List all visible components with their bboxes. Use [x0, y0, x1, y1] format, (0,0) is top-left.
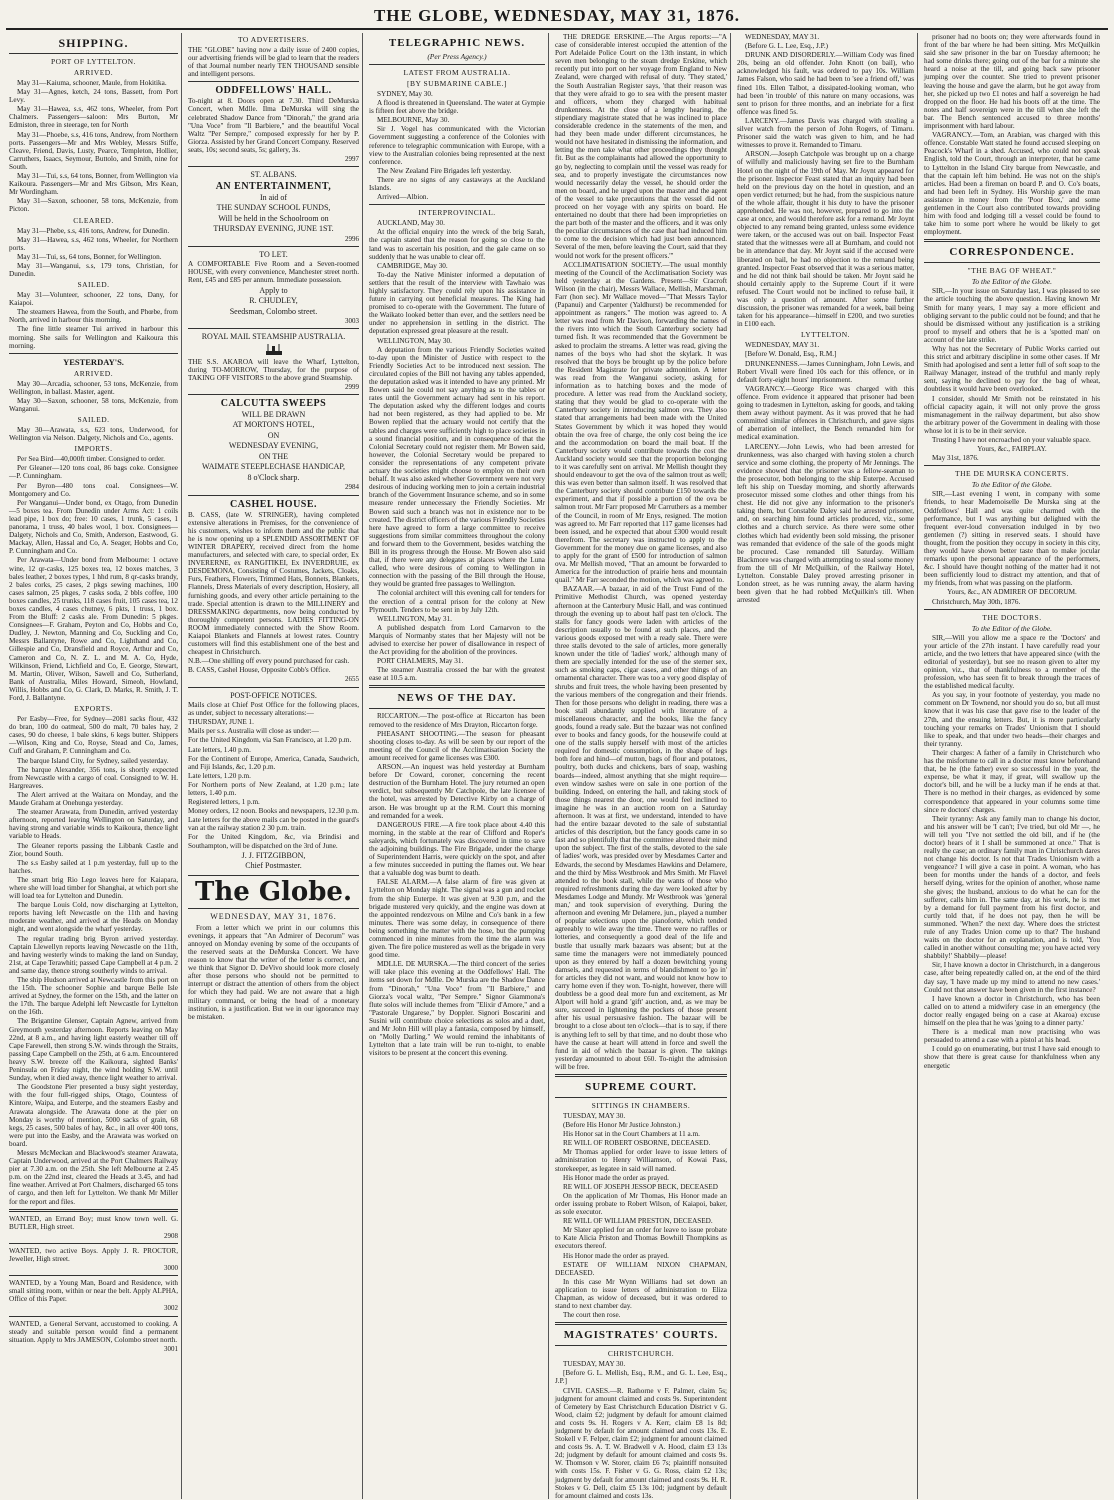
paragraph: WEDNESDAY, MAY 31. [745, 341, 820, 350]
column-2 [185, 33, 363, 1499]
paragraph: As you say, in your footnote of yesterday, you made no comment on Dr Townend, nor should you do so, but all must know that it was his case that gave rise to the leader of the 27th, and the ensuing letters. But, it is more particularly touching your remarks on Trades' Unionism that I should like to speak, and that under two heads—their charges and their tyranny. [924, 691, 1100, 748]
paragraph: Mails per s.s. Australia will close as under:— [188, 727, 319, 736]
paragraph: The ship Hudson arrived at Newcastle from this port on the 15th. The schooner Sophie and barque Belle Isle arrived at Sydney, the former on the 15th, and the latter on the 17th. The barque Adelphi left Newcastle for Lyttelton on the 16th. [9, 976, 178, 1017]
paragraph: WEDNESDAY, MAY 31. [745, 33, 820, 41]
paragraph: (Before G. L. Lee, Esq., J.P.) [745, 42, 829, 51]
paragraph: CAMBRIDGE, May 30. [377, 261, 448, 270]
paragraph: prisoner had no boots on; they were afterwards found in front of the bar where he had been sitting. Mrs McQuilkin said she saw prisoner in the bar on Tuesday afternoon; he had some drinks there; going out of the bar for a minute she heard a noise at the till, and going back saw prisoner jumping over the counter. She tried to prevent prisoner leaving the house and gave the alarm, but he got away from her, she picked up two £1 notes and half a sovereign he had dropped on the floor. He had his boots off at the time. The notes and half sovereign were in the till when she left the bar. The Bench sentenced accused to three months' imprisonment with hard labour. [924, 33, 1100, 131]
paragraph: May 31—Hawea, s.s, 462 tons, Wheeler, for Northern ports. [9, 235, 178, 252]
yesterday-heading: YESTERDAY'S. [63, 356, 124, 367]
paragraph: For the United Kingdom, via San Francisco, at 1.20 p.m. [188, 736, 352, 745]
news-of-day-items [369, 712, 545, 1057]
paragraph: PORT CHALMERS, May 31. [377, 657, 464, 666]
paragraph: I consider, should Mr Smith not be reinstated in his official capacity again, it will not only prove the gross mismanagement in the railway department, but also show the arbitrary power of the Government in dealing with those whose lot it is to be in their service. [924, 394, 1100, 435]
paragraph: May 31—Kaiuma, schooner, Maule, from Hokitika. [17, 79, 167, 87]
paragraph: His Honor made the order as prayed. [563, 1173, 669, 1182]
paragraph: DANGEROUS FIRE.—A fire took place about 4.40 this morning, in the stable at the rear of Clifford and Roper's saleyards, which fortunately was discovered in time to save the adjoining buildings. The Fire Brigade, under the charge of Superintendent Harris, were quickly on the spot, and after a few minutes succeeded in putting the flames out. We hear that a valuable dog was burnt to death. [369, 820, 545, 878]
paragraph: CIVIL CASES.—R. Rathorne v F. Palmer, claim 5s; judgment for amount claimed and costs 9s. Superintendent of Cemetery by East Christchurch Education District v G. Wood, claim £2; judgment by default for amount claimed and costs 9s. H. Rogers v A. Kerr, claim £8 1s 8d; judgment by default for amount claimed and costs 13s. E. Stokell v F. Felper, claim £2; judgment for amount claimed and costs 9s. A. T. W. Bradwell v A. Hood, claim £3 13s 2d; judgment by default for amount claimed and costs 9s. W. Thomson v W. Storer, claim £6 7s; plaintiff nonsuited with costs 15s. F. Fisher v G. G. Ross, claim £2 13s; judgment by default for amount claimed and costs 9s. H. R. Stokes v G. Dell, claim £5 13s 10d; judgment by default for amount claimed and costs 13s. [555, 1386, 727, 1499]
supreme-court-heading: SUPREME COURT. [585, 1081, 697, 1093]
paragraph: THE DREDGE ERSKINE.—The Argus reports:—"A case of considerable interest occupied the attention of the Port Adelaide Police Court on the 13th instant, in which seven men belonging to the steam dredge Erskine, which recently put into port on her voyage from England to New Zealand, were charged with refusal of duty. 'They stated,' the South Australian Register says, 'that their reason was that they were afraid to go to sea with the present master and officers, whom they charged with habitual drunkenness. At the close of a lengthy hearing, the stipendiary magistrate stated that he was inclined to place considerable credence in the statements of the men, and had they been made under different circumstances, he would not have hesitated in dismissing the information, and letting the men take what other proceedings they thought fit. But as the complainants had allowed the opportunity to go by, neglecting to complain until the vessel was ready for sea, and to properly investigate the circumstances now would necessarily delay the vessel, he should order the men on board, and he urged upon the master and the agent of the vessel to take precautions that the vessel did not proceed on her voyage with any spirits on board. He entertained no doubt that there had been improprieties on the part both of the master and the officers, and it was only the peculiar circumstances of the case that had induced him to come to the decision which had just been announced. Several of the men, before leaving the Court, said that they would not work for the present officers.'" [555, 33, 727, 260]
paragraph: VAGRANCY.—Tom, an Arabian, was charged with this offence. Constable Watt stated he found accused sleeping on Peacock's Wharf in a shed. Accused, who could not speak English, told the Court, through an interpreter, that he came to Lyttelton in the Island City barque from Newcastle, and that the captain left him behind. He was not on the ship's articles. Had been a fireman on board P. and O. Co's boats, and had been left in Sydney. His Worship gave the man assistance in money from the 'Poor Box,' and some gentlemen in the Court also contributed towards providing him with food and lodging till a vessel could be found to take him to some port where he would be likely to get employment. [924, 131, 1100, 237]
paragraph: The New Zealand Fire Brigades left yesterday. [377, 166, 512, 175]
paragraph: ACCLIMATISATION SOCIETY.—The usual monthly meeting of the Council of the Acclimatisation Society was held yesterday at the Gardens. Present—Sir Cracroft Wilson (in the chair), Messrs Wallace, Mellish, Marshman, Farr (hon sec). Mr Wallace moved—"That Messrs Taylor (Papanui) and Carpenter (Yaldhurst) be recommended for appointment as rangers." The motion was agreed to. A letter was read from Mr Davison, forwarding the names of the rivers into which the South Canterbury society had turned fish. It was recommended that the Government be asked to proclaim the streams. A letter was read, giving the names of the boys who had shot the skylark. It was resolved that the boys be brought up by the police before the Resident Magistrate for private admonition. A letter was read from the Wanganui society, asking for information as to hatching boxes and the mode of procedure. A letter was read from the Auckland society, stating that they would be glad to co-operate with the Canterbury society in introducing salmon ova. They also stated that arrangements had been made with the United States Government by which it was hoped they would obtain the ova free of charge, the only cost being the ice and the accommodation on board the mail boat. If the Canterbury society would contribute towards the cost the Auckland society would see that the proportion belonging to it was carefully sent on arrival. Mr Mellish thought they should endeavour to get the ova of the salmon trout as well; this was even better than salmon itself. It was resolved that the Canterbury society should contribute £150 towards the experiment, and that if possible a portion of the ova be salmon trout. Mr Farr proposed Mr Carruthers as a member of the Council, in room of Mr Enys, resigned. The motion was agreed to. Mr Farr reported that 117 game licenses had been issued, and he expected that about £300 would result therefrom. The secretary was instructed to apply to the Government for the money due on game licenses, and also to apply for the grant of £500 for introduction of salmon ova. Mr Mellish moved, "That an amount be forwarded to America for the introduction of prairie hens and mountain quail." Mr Farr seconded the motion, which was agreed to. [555, 260, 727, 585]
paragraph: Arrived—Albion. [377, 193, 429, 202]
paragraph: RE WILL OF WILLIAM PRESTON, DECEASED. [563, 1217, 713, 1226]
bag-of-wheat-letter [924, 287, 1100, 444]
globe-nameplate: The Globe. [188, 875, 359, 909]
wanted-errand-boy: WANTED, an Errand Boy; must know town well. G. BUTLER, High street. 2908 [9, 1214, 178, 1240]
paragraph: I have known a doctor in Christchurch, who has been called on to attend a midwifery case in an emergency (the doctor really engaged being on a case at Akaroa) excuse himself on the plea that he was 'going to a dinner party.' [924, 994, 1100, 1028]
paragraph: A published despatch from Lord Carnarvon to the Marquis of Normanby states that her Majesty will not be advised to exercise her power of disallowance in respect of the Act providing for the abolition of the provinces. [369, 623, 545, 657]
paragraph: To-day the Native Minister informed a deputation of settlers that the result of the interview with Tawhaio was highly satisfactory. They could rely upon his assistance in future in carrying out beneficial measures. The King had promised to co-operate with the Government. The future of the Waikato looked better than ever, and the settlers need be under no apprehension in settling in the district. The deputation expressed great pleasure at the result. [369, 270, 545, 336]
paragraph: Trusting I have not encroached on your valuable space. [932, 436, 1091, 445]
interprovincial-heading: INTERPROVINCIAL. [418, 208, 496, 218]
paragraph: LARCENY.—James Davis was charged with stealing a silver watch from the person of John Rogers, of Timaru. Prisoner said the watch was given to him, and he had witnesses to prove it. Remanded to Timaru. [737, 116, 914, 150]
paragraph: MELBOURNE, May 30. [377, 116, 450, 125]
paragraph: Per Easby—Free, for Sydney—2081 sacks flour, 432 do bran, 100 do oatmeal, 500 do malt, 70 bales hay, 2 cases, 90 do cheese, 1 bale skins, 6 kegs butter. Shippers—Wilson, King and Co, Royse, Stead and Co, James, Cuff and Graham, P. Cunningham and Co. [9, 715, 178, 756]
to-let-ad: TO LET. A COMFORTABLE Five Room and a Seven-roomed HOUSE, with every convenience, Manchester street north. Rent, £45 and £85 per annum. Immediate possession. Apply to R. CHUDLEY, Seedsman, Colombo street. 3003 [188, 249, 359, 325]
y-arrived-label: ARRIVED. [73, 368, 114, 378]
arrivals-list [9, 79, 178, 214]
paragraph: The Goodstone Pier presented a busy sight yesterday, with the four full-rigged ships, Otago, Countess of Kintore, Waipa, and Euterpe, and the steamers Easby and Arawata alongside. The Arawata done at the pier on Monday is worthy of mention, 5000 sacks of grain, 68 kegs, 25 cases, 500 bales of hay, &c., in all over 400 tons, were put into the Easby, and the Arawata was worked on board. [9, 1083, 178, 1148]
paragraph: May 30—Arcadia, schooner, 53 tons, McKenzie, from Wellington, in ballast. Master, agent. [9, 379, 178, 396]
paragraph: For the United Kingdom, &c, via Brindisi and Southampton, will be dispatched on the 3rd of June. [188, 833, 359, 850]
paragraph: His Honor made the order as prayed. [563, 1251, 669, 1260]
interprovincial-items [369, 219, 545, 682]
magistrates-continued [737, 33, 914, 328]
doctors-letter [924, 634, 1100, 1070]
paragraph: MDLLE. DE MURSKA.—The third concert of the series will take place this evening at the Oddfellows' Hall. The items set down for Mdlle. De Murska are the Shadow Dance from "Dinorah," "Una Voce" from "Il Barbiere," and Giorza's vocal waltz, "Per Sempre." Signor Giammona's flute solos will include themes from "Elixir d'Amore," and a "Pastorale Ungarese," by Doppler. Signori Boscarini and Susini will contribute choice selections as solos and a duet, and Mr John Hill will play a fantasia, composed by himself, on "Molly Darling." We would remind the inhabitants of Lyttelton that a late train will be run to-night, to enable visitors to be present at the concert this evening. [369, 960, 545, 1058]
paragraph: At the official enquiry into the wreck of the brig Sarah, the captain stated that the reason for going so close to the land was to ascertain his position, and the gale came on so suddenly that he was unable to clear off. [369, 228, 545, 261]
paragraph: FALSE ALARM.—A false alarm of fire was given at Lyttelton on Monday night. The signal was a gun and rocket from the ship Euterpe. It was given at 9.30 p.m, and the brigade mustered very quickly, and the engine was down at the appointed rendezvous on Milne and Co's bank in a few minutes. There was some delay, in consequence of there being something the matter with the hose, but the pumping commenced in nine minutes from the time the alarm was given. The fire police mustered as well as the brigade in very good time. [369, 878, 545, 960]
shipping-heading: SHIPPING. [58, 36, 129, 50]
paragraph: WELLINGTON, May 30. [377, 336, 452, 345]
wanted-active-boys: WANTED, two active Boys. Apply J. R. PROCTOR, Jeweller, High street. 3000 [9, 1246, 178, 1273]
paragraph: I could go on enumerating, but trust I have said enough to show that there is great cause for thankfulness when any energetic [924, 1045, 1100, 1070]
paragraph: THURSDAY, JUNE 1. [188, 718, 254, 727]
wanted-board: WANTED, by a Young Man, Board and Residence, with small sitting room, within or near the belt. Apply ALPHA, Office of this Paper. 3002 [9, 1279, 178, 1313]
paragraph: Why has not the Secretary of Public Works carried out this strict and arbitrary discipline in some other cases. If Mr Smith had apologised and sent a letter full of soft soap to the Railway Manager, instead of the truthful and manly reply sent, saying he declined to pay for the bag of wheat, doubtless it would have been overlooked. [924, 345, 1100, 394]
paragraph: May 31—Hawea, s.s, 462 tons, Wheeler, from Port Chalmers. Passengers—saloon: Mrs Burton, Mr Edmiston, three in steerage, ten for North [9, 105, 178, 130]
y-arrivals-list [9, 380, 178, 413]
paragraph: SIR,—In your issue on Saturday last, I was pleased to see the article touching the above question. Having known Mr Smith for many years, I may say a more efficient and obliging servant to the public could not be found; and that he should be dismissed without any justification is a striking proof to myself and others that he is a 'spotted man' on account of the late strike. [924, 287, 1100, 344]
arrived-label: ARRIVED. [73, 68, 114, 77]
advertisers-heading: TO ADVERTISERS. [237, 35, 310, 44]
column-4 [552, 33, 731, 1499]
paragraph: TUESDAY, MAY 30. [563, 1112, 626, 1120]
paragraph: May 31—Agnes, ketch, 24 tons, Bassett, from Port Levy. [9, 88, 178, 105]
doctors-heading: THE DOCTORS. [982, 612, 1042, 622]
column-3 [366, 33, 549, 1499]
paragraph: RE WILL OF ROBERT OSBORNE, DECEASED. [563, 1139, 711, 1148]
bag-date: May 31st, 1876. [932, 454, 979, 463]
paragraph: On the application of Mr Thomas, His Honor made an order issuing probate to Robert Wilson, of Kaiapoi, baker, as sole executor. [555, 1191, 727, 1217]
paragraph: May 31—Phebe, s.s, 416 tons, Andrew, for Dunedin. [17, 226, 170, 235]
paragraph: (Before His Honor Mr Justice Johnston.) [563, 1121, 681, 1130]
paragraph: The steamers Hawea, from the South, and Phœbe, from North, arrived in harbour this morning. [9, 308, 178, 325]
paragraph: Mails close at Chief Post Office for the following places, as under, subject to necessary alterations:— [188, 701, 359, 718]
paragraph: May 30—Saxon, schooner, 58 tons, McKenzie, from Wanganui. [9, 396, 178, 413]
paragraph: Mr Slater applied for an order for leave to issue probate to Kate Alicia Priston and Thomas Bowhill Thompkins as executors thereof. [555, 1226, 727, 1251]
exports-label: EXPORTS. [74, 704, 113, 714]
paragraph: LARCENY.—John Lewis, who had been arrested for drunkenness, was also charged with having stolen a church service and some clothing, the property of Mr Jennings. The evidence showed that the prisoner was a fellow-seaman to the prosecutor, both belonging to the ship Euterpe. Accused left his ship on Tuesday morning, and shortly afterwards prosecutor missed some clothes and other things from his chest. He did not give any information to the prisoner's taking them, but Constable Daley said he arrested prisoner, and, on searching him found articles produced, viz., some clothes and a church service. As there were some other clothes which had evidently been sold missing, the prisoner was remanded that evidence of the sale of the goods might be procured. Case remanded till Saturday. William Blackmore was charged with attempting to steal some money from the till of Mr McQuilkin, of the Railway Hotel, Lyttelton. Constable Daley proved arresting prisoner in London street, as he was running away, the alarm having been given that he had robbed McQuilkin's till. When arrested [737, 442, 914, 605]
lyttelton-continued [924, 33, 1100, 236]
paragraph: Their tyranny: Ask any family man to change his doctor, and his answer will be 'I can't; I've tried, but old Mr —, he will tell you "I've not settled the old bill, and if he (the doctor) hears of it I shall be summoned at once." That is really the case; an ordinary family man in Christchurch dares not change his doctor. Is not that Trades Unionism with a vengeance? I will give a case in point. A woman, who has been for months under the hands of a doctor, and feels herself dying, writes for the opinion of another, whose name she gives; the husband, anxious to do what he can for the sufferer, calls him in. The same day, at his work, he is met by a demand for full payment from his first doctor, and curtly told that, if he does not pay, then he will be summoned. 'When?' the next day. Where does the strictest rule of any Trades Union come up to that? The husband waits on the doctor for an explanation, and is told, 'You called in another without consulting me; you have acted very shabbily!' Shabbily—please! [924, 814, 1100, 961]
paragraph: In this case Mr Wynn Williams had set down an application to issue letters of administration to Eliza Chapman, as widow of deceased, but it was ordered to stand to next chamber day. [555, 1277, 727, 1311]
paragraph: [Before G. L. Mellish, Esq., R.M., and G. L. Lee, Esq., J.P.] [555, 1369, 727, 1386]
paragraph: WELLINGTON, May 31. [377, 614, 452, 623]
sailed-list [9, 291, 178, 307]
paragraph: DRUNKENNESS.—James Cunningham, John Lewis, and Robert Vivall were fined 10s each for this offence, or in default forty-eight hours' imprisonment. [737, 359, 914, 384]
paragraph: The barque Island City, for Sydney, sailed yesterday. [17, 756, 169, 765]
magistrates-heading: MAGISTRATES' COURTS. [563, 1329, 719, 1342]
paragraph: The Brigantine Glenser, Captain Agnew, arrived from Greymouth yesterday afternoon. Reports leaving on May 22nd, at 8 a.m., and having light easterly weather till off Cape Farewell, then strong S.W. winds through the Straits, passing Cape Campbell on the 25th, at 6 a.m. Encountered heavy S.W. breeze off the Kaikoura, sighted Banks' Peninsula on Friday night, the wind holding S.W. until Sunday, when it died away, thence light weather to arrival. [9, 1017, 178, 1083]
paragraph: TUESDAY, MAY 30. [563, 1360, 626, 1369]
editorial-text [188, 924, 359, 1021]
paragraph: May 31—Volunteer, schooner, 22 tons, Dany, for Kaiapoi. [9, 291, 178, 308]
paragraph: The regular trading brig Byron arrived yesterday. Captain Llewellyn reports leaving Newcastle on the 11th, and having westerly winds to making the land on Sunday, 21st, at Cape Terawhiti; passed Cape Campbell at 4 p.m. 2 and same day, thence strong southerly winds to arrival. [9, 934, 178, 975]
submarine-cable: [BY SUBMARINE CABLE.] [406, 79, 508, 88]
paragraph: SIR,—Last evening I went, in company with some friends, to hear Mademoiselle De Murska sing at the Oddfellows' Hall and was quite charmed with the performance, but I was anything but delighted with the frequent ever-loud conversation indulged in by two gentlemen (?) sitting in reserved seats. I should have thought, from the position they occupy in society in this city, they would have shown better taste than to make jocular remarks upon the personal appearance of the performers, &c. I should have thought nothing of the matter had it not been sufficiently loud to distract my attention, and that of my friends, from what was passing on the platform. [924, 490, 1100, 588]
masthead [6, 4, 1108, 30]
doctors-to-editor: To the Editor of the Globe. [971, 623, 1053, 633]
columns [6, 33, 1108, 1499]
paragraph: SIR,—Will you allow me a space re the 'Doctors' and your article of the 27th instant. I have carefully read your article, and the two letters that have appeared since (with the editorial of yesterday), but see no reason given to alter my opinion, viz., that of thankfulness to a member of the profession, who has seen fit to break through the traces of the established medical faculty. [924, 633, 1100, 691]
paragraph: The court then rose. [563, 1311, 621, 1320]
paragraph: The barque Louis Cold, now discharging at Lyttelton, reports having left Newcastle on the 11th and having moderate weather, and arrived at the Heads on Monday night, and went alongside the wharf yesterday. [9, 901, 178, 934]
paragraph: For Northern ports of New Zealand, at 1.20 p.m.; late letters, 1.40 p.m. [188, 780, 359, 797]
y-sailed-list [9, 426, 178, 442]
paragraph: For the Continent of Europe, America, Canada, Saudwich, and Fiji Islands, &c, 1.20 p.m. [188, 754, 359, 771]
paragraph: Their charges: A father of a family in Christchurch who has the misfortune to call in a doctor must know beforehand that, be he (the father) ever so successful in the year, the expense, be what it may, if great, will swallow up the doctor's bill, and he will be a lucky man if he ends at that. There is no method in their charges, as evidenced by some correspondence that appeared in your columns some time since re doctors' charges. [924, 748, 1100, 814]
paragraph: ESTATE OF WILLIAM NIXON CHAPMAN, DECEASED. [555, 1260, 727, 1277]
paragraph: A deputation from the various Friendly Societies waited to-day upon the Minister of Justice with respect to the Friendly Societies Act to be introduced next session. The circulated copies of the Bill not having any tables appended, the deputation asked was it intended to have any printed. Mr Bowen said he could not say anything as to the tables or rates until the Government actuary had sent in his report. The deputation asked why the different lodges and courts had not been registered, as they had applied to be. Mr Bowen replied that the actuary would not certify that the tables and charges were sufficiently high to place societies in a sound financial position, and in consequence of that the Colonial Secretary could not register them. Mr Bowen said, however, the Colonial Secretary would be prepared to consider the representations of any competent private actuary the societies might choose to employ on their own behalf. It was also asked whether Government were not very desirous of inducing working men to join a certain industrial branch of the Government Insurance scheme, and so in some measure render unnecessary the Friendly Societies. Mr Bowen said such a branch was not in existence nor to be created. The district officers of the various Friendly Societies here have agreed to form a large committee to receive suggestions from similar committees throughout the colony and forward them to the Government, besides watching the Bill in its progress through the House. Mr Bowen also said that, if there were any delegates at places where the Luna called, who were desirous of coming to Wellington in connection with the passing of the Bill through the House, they would be granted free passages to Wellington. [369, 345, 545, 589]
paragraph: May 31—Wanganui, s.s, 179 tons, Christian, for Dunedin. [9, 261, 178, 278]
paragraph: RICCARTON.—The post-office at Riccarton has been removed to the residence of Mrs Drayton, Riccarton forge. [369, 712, 545, 729]
paragraph: RE WILL OF JOSEPH JESSOP BECK, DECEASED [563, 1182, 718, 1191]
paragraph: May 31—Tui, ss, 64 tons, Bonner, for Wellington. [17, 252, 162, 261]
paragraph: ARSON.—Joseph Catchpole was brought up on a charge of wilfully and maliciously having set fire to the Burnham Hotel on the night of the 19th of May. Mr Joynt appeared for the prisoner. Inspector Feast stated that an inquiry had been held on the previous day on the hotel in question, and an open verdict returned; but he had, from the suspicious nature of the whole affair, thought it his duty to have the prisoner apprehended. He was not, however, prepared to go into the case at once, and would therefore ask for a remand. Mr Joynt objected to any remand being granted, unless some evidence were taken, or the accused was out on bail. Inspector Feast stated that the witnesses were all at Burnham, and could not be in attendance that day. Mr Joynt said if the accused were liberated on bail, he had no objection to the remand being granted. Inspector Feast observed that it was a serious matter, and he did not think bail should be taken. Mr Joynt said he should certainly apply to the Supreme Court if it were refused. The Court would not be inclined to refuse bail, it was only a question of amount. After some further discussion, the prisoner was remanded for a week, bail being taken for his appearance—himself in £200, and two sureties in £100 each. [737, 150, 914, 329]
y-sailed-label: SAILED. [77, 415, 110, 425]
oddfellows-ad: ODDFELLOWS' HALL. To-night at 8. Doors open at 7.30. Third DeMurska Concert, when Mdlle. Ilma DeMurska will sing the celebrated Shadow Dance from "Dinorah," the grand aria "Una Voce" from "Il Barbiere," and the beautiful Vocal Waltz "Per Sempre," composed expressly for her by P. Giorza. Assisted by her Grand Concert Company. Reserved seats, 10s; second seats, 5s; gallery, 3s. 2997 [188, 85, 359, 164]
paragraph: A flood is threatened in Queensland. The water at Gympie is fifteen feet above the bridge. [369, 99, 545, 116]
correspondence-heading: CORRESPONDENCE. [949, 246, 1075, 259]
news-of-day-heading: NEWS OF THE DAY. [397, 692, 517, 705]
paragraph: Late letters, 1.40 p.m. [188, 745, 251, 754]
paragraph: DRUNK AND DISORDERLY.—William Cody was fined 20s, being an old offender. John Knott (on bail), who acknowledged his fault, was ordered to pay 10s. William James Falson, who said he had been to 'see a friend off,' was fined 10s. Ellen Talbot, a dissipated-looking woman, who had been 'in trouble' of this nature on many occasions, was sent to prison for three months, and an inebriate for a first offence was fined 5s. [737, 51, 914, 116]
lyttelton-heading: LYTTELTON. [800, 330, 851, 340]
paragraph: Money orders, 12 noon. Books and newspapers, 12.30 p.m. [188, 807, 359, 816]
paragraph: Late letters, 1.20 p.m. [188, 771, 251, 780]
calcutta-sweeps-ad: CALCUTTA SWEEPS WILL BE DRAWN AT MORTON'S HOTEL, ON WEDNESDAY EVENING, ON THE WAIMATE STEEPLECHASE HANDICAP, 8 o'Clock sharp. 2984 [202, 397, 359, 492]
paragraph: His Honor sat in the Court Chambers at 11 a.m. [563, 1130, 700, 1139]
paragraph: Registered letters, 1 p.m. [188, 798, 260, 807]
paragraph: May 31—Tui, s.s, 64 tons, Bonner, from Wellington via Kaikoura. Passengers—Mr and Mrs Gibson, Mrs Kean, Mr Wordingham. [9, 172, 178, 197]
editorial-dateline: WEDNESDAY, MAY 31, 1876. [210, 911, 337, 921]
imports-list [9, 455, 178, 702]
post-office-notices: POST-OFFICE NOTICES. Mails close at Chief Post Office for the following places, as under, subject to necessary alterations:— THURSDAY, JUNE 1. Mails per s.s. Australia will close as under:— For the United Kingdom, via San Francisco, at 1.20 p.m. Late letters, 1.40 p.m. For the Continent of Europe, America, Canada, Saudwich, and Fiji Islands, &c, 1.20 p.m. Late letters, 1.20 p.m. For Northern ports of New Zealand, at 1.20 p.m.; late letters, 1.40 p.m. Registered letters, 1 p.m. Money orders, 12 noon. Books and newspapers, 12.30 p.m. Late letters for the above mails can be posted in the guard's van at the railway station 2 30 p.m. train. For the United Kingdom, &c, via Brindisi and Southampton, will be dispatched on the 3rd of June. J. J. FITZGIBBON, Chief Postmaster. [188, 690, 359, 871]
paragraph: SYDNEY, May 30. [377, 90, 433, 98]
advertisers-notice: THE "GLOBE" having now a daily issue of 2400 copies, our advertising friends will be glad to learn that the readers of that Journal number nearly TEN THOUSAND sensible and intelligent persons. [188, 46, 359, 79]
paragraph: The steamer Australia crossed the bar with the greatest ease at 10.5 a.m. [369, 666, 545, 683]
shipping-news [9, 757, 178, 1206]
press-agency-sub: (Per Press Agency.) [427, 52, 487, 61]
paragraph: Per Arawata—Under bond from Melbourne: 1 octave wine, 12 qr-casks, 125 boxes tea, 12 boxes matches, 3 bales leather, 2 boxes types, 1 hhd rum, 8 qr-casks brandy, 2 bales corks, 25 cases, 2 pkgs sewing machines, 100 cases salmon, 25 pkges, 7 casks soda, 2 bbls coffee, 100 boxes candles, 25 trunks, 118 cases fruit, 105 cases tea, 12 boxes candles, 4 cases chutney, 6 pkts, 1 truss, 1 box. From the Bluff: 2 casks ale. From Dunedin: 5 pkges. Consignees—F. Graham, Peyton and Co, Hobbs and Co, Dudley, J. Newton, Manning and Co, Suckling and Co, Messrs Ballantyne, Rowe and Co, Lighthand and Co, Gillespie and Co, Dransfield and Royce, Arthur and Co, Cameron and Co, N. Z. L. and M. A. Co, Hyde, Wilkinson, Friend, Lichfield and Co, E. George, Stewart, M. Martin, Oliver, Wilson, Sawell and Co, Sutherland, Bank of Australia, Miles Howard, Simeoh, Howland, Willis, Hobbs and Co, G. Clark, D. Marks, R. Smith, J. T. Ford, J. Ballantyne. [9, 556, 178, 702]
paragraph: The colonial architect will this evening call for tenders for the erection of a central prison for the colony at New Plymouth. Tenders to be sent in by July 12th. [369, 589, 545, 614]
latest-australia: LATEST FROM AUSTRALIA. [403, 68, 511, 77]
paragraph: PHEASANT SHOOTING.—The season for pheasant shooting closes to-day. As will be seen by our report of the meeting of the Council of the Acclimatisation Society the amount received for game licenses was £300. [369, 729, 545, 762]
masthead-title: THE GLOBE, WEDNESDAY, MAY 31, 1876. [373, 6, 741, 25]
paragraph: Per Gleaner—120 tons coal, 86 bags coke. Consignee—P. Cunningham. [9, 464, 178, 481]
magistrates-items [555, 1360, 727, 1499]
paragraph: Per Sea Bird—40,000ft timber. Consigned to order. [17, 455, 165, 464]
paragraph: The smart brig Rio Lego leaves here for Kaiapara, where she will load timber for Shanghai, at which port she will load tea for Lyttelton and Dunedin. [9, 875, 178, 901]
shipping-notes [9, 308, 178, 349]
lyttelton-items [737, 341, 914, 604]
paragraph: There is a medical man now practising who was persuaded to attend a case with a pistol at his head. [924, 1028, 1100, 1045]
telegraph-items [369, 90, 545, 201]
bag-to-editor: To the Editor of the Globe. [971, 277, 1053, 287]
murska-signature: Yours, &c., AN ADMIRER OF DECORUM. [947, 588, 1077, 597]
port-heading: PORT OF LYTTELTON. [51, 57, 136, 66]
paragraph: Per Wanganui—Under bond, ex Otago, from Dunedin—5 boxes tea. From Dunedin under Arms Act: 1 coils lead pipe, 1 box do; free: 10 cases, 1 trunk, 5 cases, 1 panorama, 1 truss, 40 bales wool, 1 box. Consignees—Dalgety, Nichols and Co, Smith, Anderson, Eastwood, G. Mackay, Allen, Hassal and Co, A. Seager, Hobbs and Co, P. Cunningham and Co. [9, 498, 178, 556]
bag-of-wheat-heading: "THE BAG OF WHEAT." [967, 266, 1057, 276]
column-6 [921, 33, 1103, 1499]
christchurch-sub: CHRISTCHURCH. [607, 1349, 675, 1359]
paragraph: [Before W. Donald, Esq., R.M.] [745, 350, 837, 359]
bag-signature: Yours, &c., FAIRPLAY. [977, 445, 1047, 454]
column-1 [6, 33, 182, 1499]
paragraph: The steamer Arawata, from Dunedin, arrived yesterday afternoon, reported leaving Wellington on Saturday, and having strong and variable winds to Kaikoura, thence light variable to Heads. [9, 808, 178, 841]
paragraph: May 31—Phoebe, s.s, 416 tons, Andrew, from Northern ports. Passengers—Mr and Mrs Webley, Messrs Stiffe, Cleave, Friend, Davis, Lusty, Pearce, Templeton, Hollier, Carruthers, Isaacs, Seymour, Buttolo, and Smith, nine for South. [9, 130, 178, 171]
paragraph: May 31—Saxon, schooner, 58 tons, McKenzie, from Picton. [9, 197, 178, 214]
murska-date: Christchurch, May 30th, 1876. [932, 597, 1021, 606]
sittings-chambers: SITTINGS IN CHAMBERS. [591, 1101, 691, 1110]
paragraph: Sir J. Vogel has communicated with the Victorian Government suggesting a conference of the Colonies with reference to telegraphic communication with Europe, with a view to the Australian colonies being represented at the next conference. [369, 125, 545, 166]
imports-label: IMPORTS. [74, 444, 113, 454]
news-continued [555, 33, 727, 1071]
paragraph: There are no signs of any castaways at the Auckland Islands. [369, 175, 545, 193]
exports-list [9, 715, 178, 755]
paragraph: The fine little steamer Tui arrived in harbour this morning. She sails for Wellington and Kaikoura this morning. [9, 325, 178, 350]
paragraph: May 30—Arawata, s.s, 623 tons, Underwood, for Wellington via Nelson. Dalgety, Nichols and Co., agents. [9, 426, 178, 443]
telegraphic-heading: TELEGRAPHIC NEWS. [388, 37, 526, 49]
paragraph: The s.s Easby sailed at 1 p.m yesterday, full up to the hatches. [9, 858, 178, 875]
paragraph: Per Byron—480 tons coal. Consignees—W. Montgomery and Co. [9, 481, 178, 498]
paragraph: AUCKLAND, May 30. [377, 219, 445, 228]
murska-letter [924, 490, 1100, 587]
paragraph: ARSON.—An inquest was held yesterday at Burnham before Dr Coward, coroner, concerning the recent destruction of the Burnham Hotel. The jury returned an open verdict, but subsequently Mr Catchpole, the late licensee of the hotel, was arrested by Detective Kirby on a charge of arson. He was brought up at the R.M. Court this morning and remanded for a week. [369, 763, 545, 820]
paragraph: Mr Thomas applied for order leave to issue letters of administration to Henry Williamson, of Kowai Pass, storekeeper, as legatee in said will named. [555, 1148, 727, 1173]
column-5 [734, 33, 918, 1499]
paragraph: BAZAAR.—A bazaar, in aid of the Trust Fund of the Primitive Methodist Church, was opened yesterday afternoon at the Canterbury Music Hall, and was continued through the evening up to about half past ten o'clock. The stalls for fancy goods were laden with articles of the description usually to be found at such places, and the various goods exposed met with a ready sale. There were three stalls devoted to the sale of articles, more generally known under the title of 'ladies' work,' although many of them are specially intended for the use of the sterner sex, such as smoking caps, cigar cases, and other things of an ornamental character. There was too a very good display of shrubs and fruit trees, the whole having been presented by the various members of the congregation and their friends. Then for those persons who delight in reading, there was a book stall abundantly supplied with literature of a miscellaneous character, and the books, like the fancy goods, found a ready sale. But the bazaar was not confined ever to books and fancy goods, for the housewife could at one of the stalls supply herself with most of the articles required for domestic consumption, in the shape of legs both fore and hind—of mutton, bags of flour and potatoes, poultry, both ducks and chickens, bars of soap, washing boards—indeed, almost anything that she might require—even window sashes were on sale in one portion of the building. Indeed, on entering the hall, and taking stock of those things nearest the door, one would feel inclined to imagine he was in an auction room on a Saturday afternoon. It was at first, we understand, intended to have had the entire bazaar devoted to the sale of substantial articles of this description, but the fancy goods came in so fast and so plentifully that the committee altered their mind upon the subject. The first of the stalls, devoted to the sale of ladies' work, was presided over by Mesdames Carter and Edwards, the second by Mesdames Hawkins and Delamere, and the third by Miss Westbrook and Mrs Smith. Mr Flavel attended to the book stall, while the wants of those who required refreshments during the day were looked after by Mesdames Lodge and Mundy. Mr Westbrook was 'general man,' and took supervision of everything. During the afternoon and evening Mr Delamere, jun., played a number of popular selections upon the pianoforte, which tended agreeably to wile away the time. There were no raffles or lotteries, and consequently a good deal of the life and bustle that usually mark bazaars was absent; but at the same time the managers were not immediately pounced upon as they entered by half a dozen bewitching young damsels, and requested in terms of blandishment to 'go in' for articles they did not want, and would not know how to carry home even if they won. To-night, however, there will doubtless be a good deal more fun and excitement, as Mr Alport will hold a grand 'gift' auction, and, as we may be sure, succeed in lightening the pockets of those present after his usual persuasive fashion. The bazaar will be brought to a close about ten o'clock—that is to say, if there is anything left to sell by that time, and no doubt those who have the cause at heart will attend in force and swell the fund in aid of which the bazaar is given. The takings yesterday amounted to about £60. To-night the admission will be free. [555, 585, 727, 1071]
paragraph: From a letter which we print in our columns this evenings, it appears that "An Admirer of Decorum" was annoyed on Monday evening by some of the occupants of the reserved seats at the DeMurska Concert. We have reason to know that the writer of the letter is correct, and we think that Signor D. DeVivo should look more closely after those persons who should not be permitted to interrupt or distract the attention of others from the object for which they had paid. We are not aware that a high military command, or being the head of a monetary institution, is a justification. But we in our ignorance may be mistaken. [188, 923, 359, 1021]
murska-heading: THE DE MURSKA CONCERTS. [955, 469, 1069, 479]
entertainment-ad: ST. ALBANS. AN ENTERTAINMENT, In aid of THE SUNDAY SCHOOL FUNDS, Will be held in the Schoolroom on THURSDAY EVENING, JUNE 1ST. 2996 [213, 170, 359, 243]
paragraph: Sir, I have known a doctor in Christchurch, in a dangerous case, after being repeatedly called on, at the end of the third day say, 'I have made up my mind to attend no new cases.' Could not that answer have been given in the first instance? [924, 961, 1100, 994]
steamship-icon [264, 343, 284, 357]
paragraph: The Gleaner reports passing the Libbank Castle and Zior, bound South. [9, 841, 178, 858]
paragraph: VAGRANCY.—George Rice was charged with this offence. From evidence it appeared that prisoner had been going to tradesmen in Lyttelton, asking for goods, and taking them away without payment. As it was proved that he had committed similar offences in Christchurch, and gave signs of aberration of intellect, the Bench remanded him for medical examination. [737, 384, 914, 442]
paragraph: The barque Alexander, 356 tons, is shortly expected from Newcastle with a cargo of coal. Consigned to W. H. Hargreaves. [9, 765, 178, 790]
cleared-list [9, 227, 178, 279]
paragraph: The Alert arrived at the Waitara on Monday, and the Maude Graham at Onehunga yesterday. [9, 790, 178, 808]
paragraph: Late letters for the above mails can be posted in the guard's van at the railway station 2 30 p.m. train. [188, 816, 359, 833]
murska-to-editor: To the Editor of the Globe. [971, 480, 1053, 490]
sailed-label: SAILED. [77, 280, 110, 290]
cashel-house-ad: CASHEL HOUSE. B. CASS, (late W. STRINGER), having completed extensive alterations in Premises, for the convenience of his customers, wishes to inform them and the public that he is now opening up a SPLENDID ASSORTMENT OF WINTER DRAPERY, received direct from the home manufacturers, and selected with care, to special order, Ex INVERERNE, ex RANGITIKEI, Ex INVERDRUIE, ex DESDEMONA, Consisting of Costumes, Jackets, Cloaks, Furs, Feathers, Flowers, Trimmed Hats, Bonnets, Blankets, Flannels, Dress Materials of every description, Hosiery, all furnishing goods, and every other article pertaining to the trade. Special attention is drawn to the MILLINERY and DRESSMAKING departments, now being conducted by thoroughly competent persons. LADIES FITTING-ON ROOM immediately connected with the Show Room. Kaiapoi Blankets and Flannels at lowest rates. Country customers will find this establishment one of the best and cheapest in Christchurch. N.B.—One shilling off every pound purchased for cash. B. CASS, Cashel House, Opposite Cobb's Office. 2655 [188, 498, 359, 684]
royal-mail-ad: ROYAL MAIL STEAMSHIP AUSTRALIA. THE S.S. AKAROA will leave the Wharf, Lyttelton, during TO-MORROW, Thursday, for the purpose of TAKING OFF VISITORS to the above grand Steamship. 2999 [188, 332, 359, 391]
cleared-label: CLEARED. [73, 215, 114, 225]
supreme-court-items [555, 1112, 727, 1319]
wanted-servant: WANTED, a General Servant, accustomed to cooking. A steady and suitable person would find a permanent situation. Apply to Mrs JAMESON, Colombo street north. 3001 [9, 1319, 178, 1353]
paragraph: Messrs McMeckan and Blackwood's steamer Arawata, Captain Underwood, arrived at the Port Chalmers Railway pier at 7.30 a.m. on the 25th. She left Melbourne at 2.45 p.m. on the 22nd inst, cleared the Heads at 3.45, and had fine weather. Arrived at Port Chalmers, discharged 65 tons of cargo, and then left for Lyttelton. We thank Mr Miller for the report and files. [9, 1148, 178, 1206]
